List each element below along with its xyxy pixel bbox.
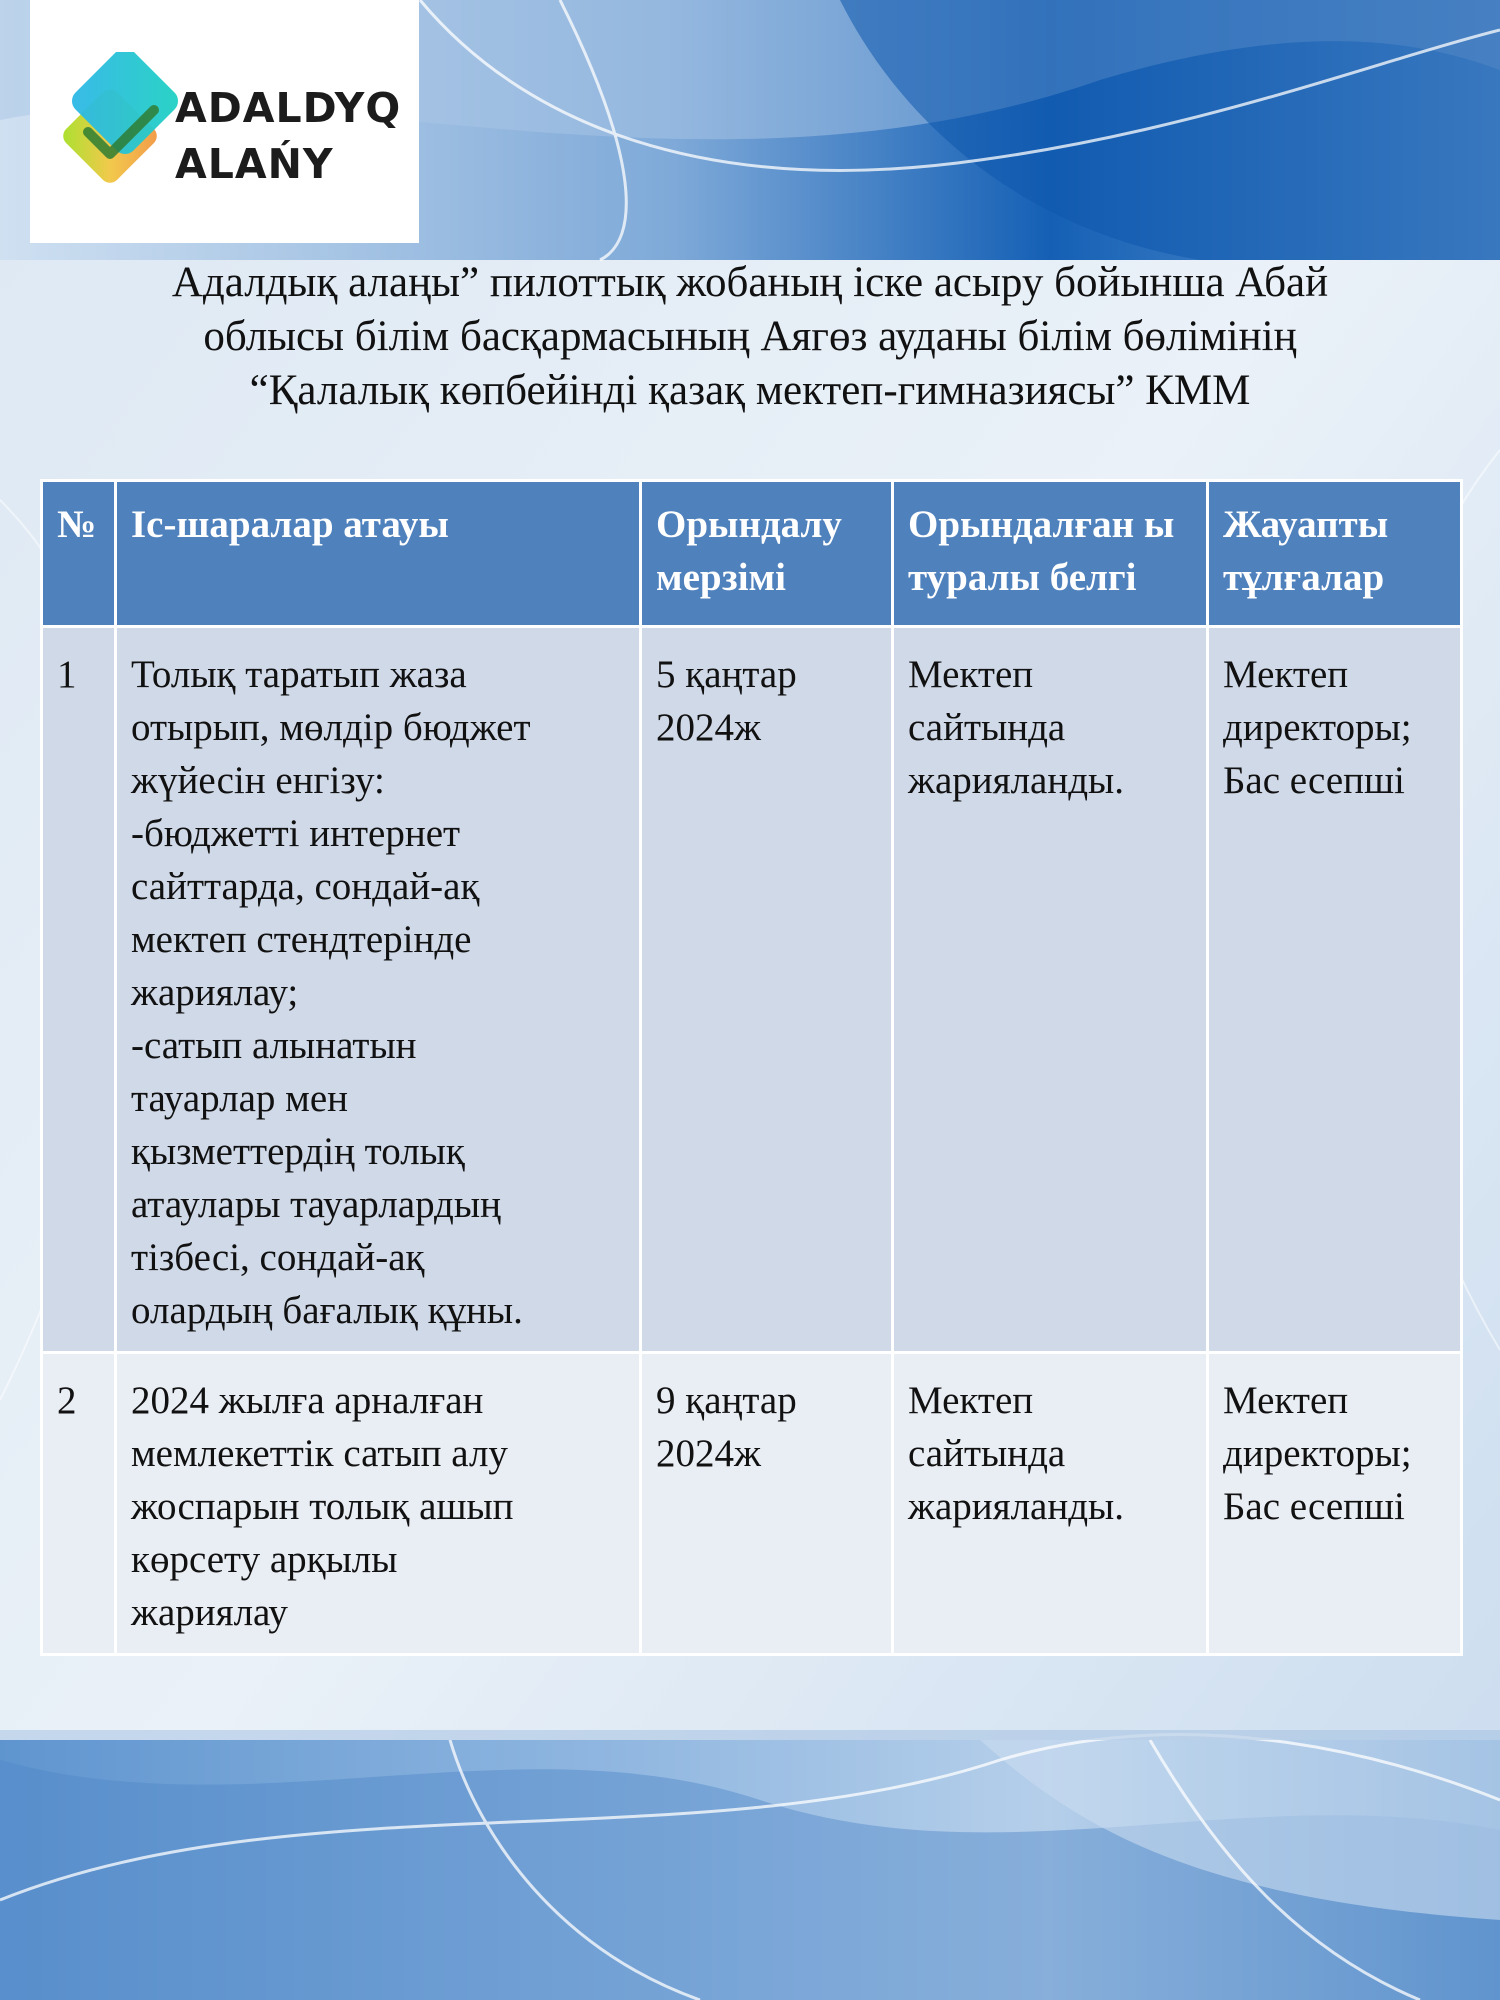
cell-line: Мектеп bbox=[908, 1379, 1034, 1422]
table-header-row bbox=[42, 481, 1462, 627]
title-line1: Адалдық алаңы” пилоттық жобаның іске асыру бойынша Абай bbox=[171, 259, 1329, 306]
cell-name bbox=[116, 1353, 641, 1655]
cell-line: Толық таратып жаза bbox=[131, 653, 467, 696]
table-body bbox=[42, 627, 1462, 1655]
cell-line: жарияланды. bbox=[908, 759, 1125, 802]
cell-line: атаулары тауарлардың bbox=[131, 1183, 501, 1226]
title-line2: облысы білім басқармасының Аягөз ауданы білім бөлімінің bbox=[203, 313, 1297, 360]
cell-line: 2024ж bbox=[656, 1432, 761, 1475]
table-row bbox=[42, 627, 1462, 1353]
cell-responsible bbox=[1208, 1353, 1462, 1655]
header-status: Орындалған ы туралы белгі bbox=[893, 481, 1208, 627]
cell-status bbox=[893, 1353, 1208, 1655]
cell-line: 2 bbox=[57, 1379, 77, 1422]
cell-line: 9 қаңтар bbox=[656, 1379, 797, 1422]
cell-deadline bbox=[641, 627, 893, 1353]
cell-line: 1 bbox=[57, 653, 77, 696]
cell-line: жоспарын толық ашып bbox=[131, 1485, 514, 1528]
events-table bbox=[40, 479, 1463, 1656]
cell-line: Мектеп bbox=[1223, 1379, 1349, 1422]
cell-line: Бас есепші bbox=[1223, 759, 1405, 802]
cell-status bbox=[893, 627, 1208, 1353]
cell-line: мектеп стендтерінде bbox=[131, 918, 472, 961]
logo-line2: ALAŃY bbox=[175, 140, 334, 188]
header-num: № bbox=[42, 481, 116, 627]
cell-deadline bbox=[641, 1353, 893, 1655]
header-responsible: Жауапты тұлғалар bbox=[1208, 481, 1462, 627]
cell-line: қызметтердің толық bbox=[131, 1130, 465, 1173]
cell-line: отырып, мөлдір бюджет bbox=[131, 706, 531, 749]
cell-line: сайтында bbox=[908, 1432, 1066, 1475]
cell-line: 2024ж bbox=[656, 706, 761, 749]
cell-line: жариялау; bbox=[131, 971, 299, 1014]
cell-line: сайттарда, сондай-ақ bbox=[131, 865, 480, 908]
cell-line: 2024 жылға арналған bbox=[131, 1379, 484, 1422]
cell-line: тауарлар мен bbox=[131, 1077, 349, 1120]
cell-name bbox=[116, 627, 641, 1353]
diamond-check-icon bbox=[46, 52, 196, 202]
cell-line: директоры; bbox=[1223, 1432, 1412, 1475]
page-title bbox=[40, 256, 1460, 418]
cell-line: көрсету арқылы bbox=[131, 1538, 398, 1581]
cell-line: Бас есепші bbox=[1223, 1485, 1405, 1528]
title-line3: “Қалалық көпбейінді қазақ мектеп-гимназиясы” КММ bbox=[249, 367, 1251, 414]
cell-line: -бюджетті интернет bbox=[131, 812, 461, 855]
cell-line: мемлекеттік сатып алу bbox=[131, 1432, 508, 1475]
cell-line: Мектеп bbox=[908, 653, 1034, 696]
cell-line: 5 қаңтар bbox=[656, 653, 797, 696]
table-row bbox=[42, 1353, 1462, 1655]
logo-line1: ADALDYQ bbox=[175, 84, 402, 132]
cell-line: директоры; bbox=[1223, 706, 1412, 749]
cell-line: олардың бағалық құны. bbox=[131, 1289, 523, 1332]
cell-line: жүйесін енгізу: bbox=[131, 759, 385, 802]
cell-responsible bbox=[1208, 627, 1462, 1353]
cell-line: -сатып алынатын bbox=[131, 1024, 417, 1067]
header-deadline: Орындалу мерзімі bbox=[641, 481, 893, 627]
cell-num bbox=[42, 627, 116, 1353]
cell-line: жариялау bbox=[131, 1591, 288, 1634]
cell-num bbox=[42, 1353, 116, 1655]
header-name: Іс-шаралар атауы bbox=[116, 481, 641, 627]
cell-line: жарияланды. bbox=[908, 1485, 1125, 1528]
cell-line: Мектеп bbox=[1223, 653, 1349, 696]
cell-line: тізбесі, сондай-ақ bbox=[131, 1236, 425, 1279]
logo bbox=[30, 0, 419, 243]
cell-line: сайтында bbox=[908, 706, 1066, 749]
logo-text bbox=[175, 80, 401, 192]
